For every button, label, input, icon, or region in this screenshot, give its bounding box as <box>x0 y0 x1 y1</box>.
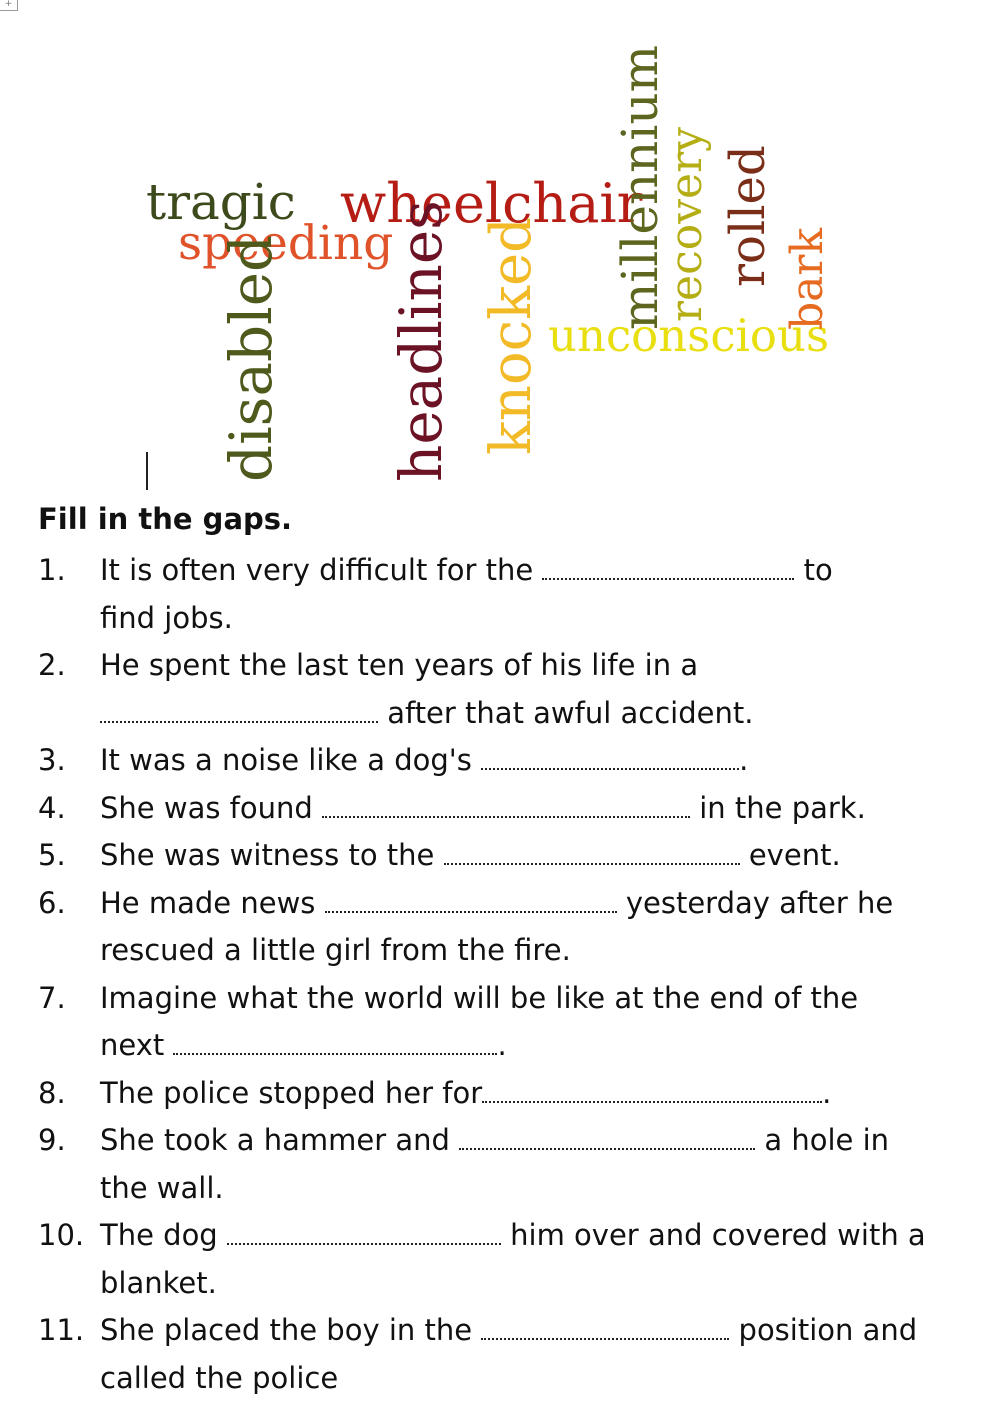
cloud-word-knocked: knocked <box>479 217 544 455</box>
question-number: 6. <box>38 885 66 920</box>
answer-blank[interactable] <box>444 862 740 865</box>
answer-blank[interactable] <box>173 1052 497 1055</box>
question-number: 7. <box>38 980 66 1015</box>
corner-handle-icon: + <box>0 0 18 11</box>
question-number: 8. <box>38 1075 66 1110</box>
answer-blank[interactable] <box>227 1242 501 1245</box>
question-3 <box>38 737 988 785</box>
question-number: 1. <box>38 553 66 587</box>
question-10 <box>38 1212 988 1307</box>
question-text-after: after that awful accident. <box>378 695 754 730</box>
answer-blank[interactable] <box>325 910 617 913</box>
cloud-word-unconscious: unconscious <box>548 309 830 362</box>
cloud-word-wheelchair: wheelchair <box>340 172 643 235</box>
exercise-heading: Fill in the gaps. <box>38 502 293 536</box>
answer-blank[interactable] <box>481 1337 729 1340</box>
question-number: 10. <box>38 1218 85 1252</box>
cloud-word-speeding: speeding <box>178 216 394 271</box>
question-text-after: position and <box>729 1313 918 1347</box>
question-8 <box>38 1070 988 1118</box>
question-text-cont: next <box>100 1028 174 1062</box>
cloud-word-tragic: tragic <box>146 173 296 231</box>
question-9 <box>38 1117 988 1212</box>
question-number: 3. <box>38 743 66 777</box>
question-4 <box>38 785 988 833</box>
cloud-word-recovery: recovery <box>661 127 712 322</box>
question-text-cont: called the police <box>100 1360 339 1395</box>
cloud-word-headlines: headlines <box>387 200 455 482</box>
answer-blank[interactable] <box>459 1147 755 1150</box>
question-number: 5. <box>38 838 66 872</box>
question-text: Imagine what the world will be like at the end of the <box>100 980 859 1015</box>
answer-blank[interactable] <box>481 767 739 770</box>
question-11 <box>38 1307 988 1402</box>
question-text-cont: rescued a little girl from the fire. <box>100 933 571 967</box>
answer-blank[interactable] <box>482 1100 822 1103</box>
question-5 <box>38 832 988 880</box>
answer-blank[interactable] <box>100 720 378 723</box>
cloud-word-disabled: disabled <box>217 234 285 482</box>
question-text: The police stopped her for <box>100 1075 483 1110</box>
question-text-after: in the park. <box>690 790 866 825</box>
question-text: He spent the last ten years of his life in a <box>100 648 699 682</box>
word-cloud <box>0 0 1000 500</box>
question-text-cont: find jobs. <box>100 600 233 635</box>
question-text-cont: blanket. <box>100 1265 217 1300</box>
question-number: 9. <box>38 1123 66 1157</box>
text-cursor <box>146 452 148 490</box>
answer-blank[interactable] <box>322 815 690 818</box>
worksheet <box>38 498 988 1402</box>
question-text-cont: the wall. <box>100 1170 224 1205</box>
answer-blank[interactable] <box>542 577 794 580</box>
question-1 <box>38 547 988 642</box>
question-text-after: . <box>739 743 749 777</box>
question-text: She was found <box>100 790 323 825</box>
question-text-after: yesterday after he <box>616 885 894 920</box>
question-text-after: . <box>822 1075 832 1110</box>
question-text: He made news <box>100 885 325 920</box>
question-text: She took a hammer and <box>100 1123 460 1157</box>
question-text: The dog <box>100 1218 227 1252</box>
question-2 <box>38 642 988 737</box>
cloud-word-bark: bark <box>782 227 833 330</box>
question-number: 11. <box>38 1313 85 1347</box>
question-6 <box>38 880 988 975</box>
question-text-after: a hole in <box>755 1123 890 1157</box>
question-text: It is often very difficult for the <box>100 553 543 587</box>
question-text: She was witness to the <box>100 838 444 872</box>
question-text: It was a noise like a dog's <box>100 743 482 777</box>
cloud-word-rolled: rolled <box>720 145 776 287</box>
question-7 <box>38 975 988 1070</box>
question-number: 2. <box>38 648 66 682</box>
question-text-after: him over and covered with a <box>500 1218 926 1252</box>
question-text-after: . <box>497 1028 507 1062</box>
question-number: 4. <box>38 790 66 825</box>
cloud-word-millennium: millennium <box>611 45 669 330</box>
question-text-after: event. <box>739 838 841 872</box>
question-text: She placed the boy in the <box>100 1313 482 1347</box>
question-text-after: to <box>794 553 833 587</box>
